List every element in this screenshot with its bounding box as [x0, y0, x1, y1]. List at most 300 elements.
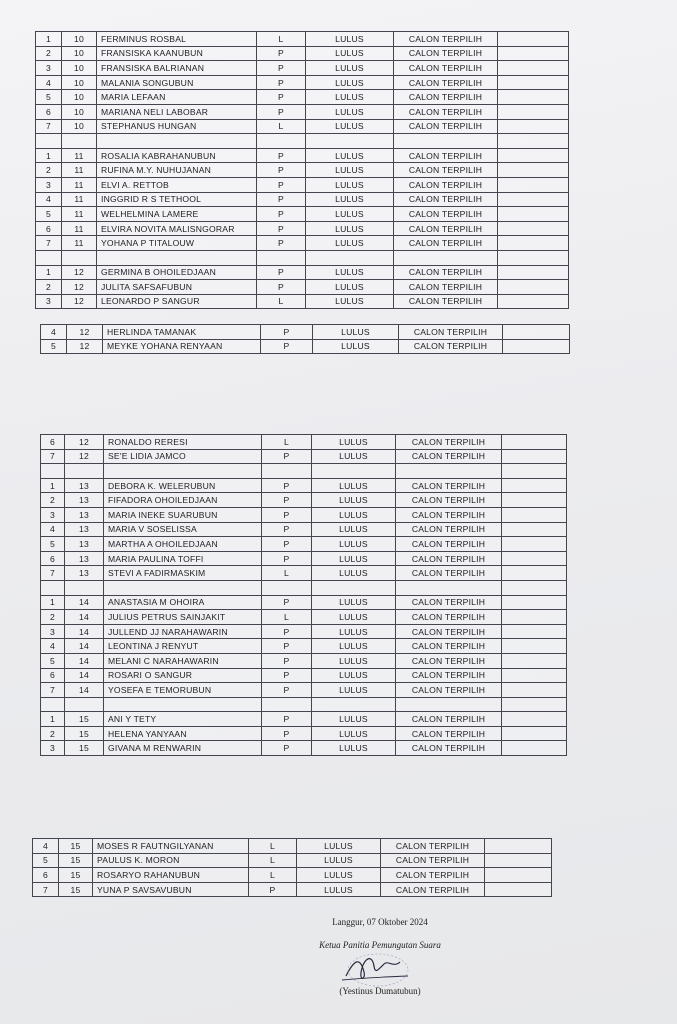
status: CALON TERPILIH: [394, 75, 498, 90]
status: CALON TERPILIH: [394, 104, 498, 119]
row-number: 3: [41, 507, 65, 522]
gender: P: [262, 507, 312, 522]
table-row: [41, 668, 567, 683]
table-row: [36, 119, 569, 134]
row-number: 4: [41, 325, 67, 340]
gender: P: [262, 668, 312, 683]
candidate-name: [97, 250, 257, 265]
row-number: 2: [41, 493, 65, 508]
gender: P: [257, 192, 306, 207]
class-number: 11: [62, 192, 97, 207]
gender: P: [257, 207, 306, 222]
candidate-name: JULIUS PETRUS SAINJAKIT: [104, 610, 262, 625]
result: LULUS: [312, 610, 396, 625]
row-number: [41, 697, 65, 712]
row-number: [41, 464, 65, 479]
status: CALON TERPILIH: [394, 148, 498, 163]
empty-cell: [498, 148, 569, 163]
empty-cell: [502, 478, 567, 493]
candidate-name: YOSEFA E TEMORUBUN: [104, 683, 262, 698]
table-row: [33, 868, 552, 883]
empty-cell: [502, 464, 567, 479]
row-number: 5: [36, 207, 62, 222]
status: CALON TERPILIH: [381, 853, 485, 868]
status: CALON TERPILIH: [394, 32, 498, 47]
status: CALON TERPILIH: [394, 192, 498, 207]
row-number: [36, 134, 62, 149]
table-row: [36, 236, 569, 251]
row-number: 5: [41, 653, 65, 668]
status: CALON TERPILIH: [396, 449, 502, 464]
candidate-name: MEYKE YOHANA RENYAAN: [103, 339, 261, 354]
table-row: [36, 177, 569, 192]
result: LULUS: [306, 90, 394, 105]
candidate-name: LEONARDO P SANGUR: [97, 294, 257, 309]
gender: L: [249, 868, 297, 883]
table-row: [36, 104, 569, 119]
class-number: 15: [65, 726, 104, 741]
empty-cell: [503, 325, 570, 340]
table-row: [41, 449, 567, 464]
blank-row: [41, 580, 567, 595]
candidate-name: GIVANA M RENWARIN: [104, 741, 262, 756]
table-row: [41, 595, 567, 610]
row-number: 7: [36, 236, 62, 251]
empty-cell: [498, 90, 569, 105]
row-number: 7: [41, 566, 65, 581]
candidate-name: INGGRID R S TETHOOL: [97, 192, 257, 207]
gender: L: [257, 32, 306, 47]
class-number: 15: [59, 839, 93, 854]
row-number: 2: [36, 163, 62, 178]
table-row: [36, 90, 569, 105]
result: LULUS: [312, 741, 396, 756]
class-number: 10: [62, 32, 97, 47]
table-row: [33, 839, 552, 854]
empty-cell: [502, 741, 567, 756]
empty-cell: [498, 104, 569, 119]
empty-cell: [498, 250, 569, 265]
row-number: 5: [41, 537, 65, 552]
result: LULUS: [306, 32, 394, 47]
class-number: 15: [65, 712, 104, 727]
gender: [262, 697, 312, 712]
empty-cell: [485, 853, 552, 868]
table-row: [41, 566, 567, 581]
table-row: [41, 478, 567, 493]
class-number: 12: [62, 265, 97, 280]
table-row: [41, 624, 567, 639]
result: LULUS: [306, 280, 394, 295]
row-number: 7: [36, 119, 62, 134]
result: LULUS: [313, 325, 399, 340]
candidate-name: ANI Y TETY: [104, 712, 262, 727]
candidate-name: LEONTINA J RENYUT: [104, 639, 262, 654]
class-number: 11: [62, 148, 97, 163]
status: CALON TERPILIH: [396, 653, 502, 668]
status: CALON TERPILIH: [396, 741, 502, 756]
empty-cell: [502, 507, 567, 522]
empty-cell: [502, 668, 567, 683]
gender: P: [261, 325, 313, 340]
candidate-name: MOSES R FAUTNGILYANAN: [93, 839, 249, 854]
status: CALON TERPILIH: [394, 265, 498, 280]
table-row: [41, 726, 567, 741]
status: CALON TERPILIH: [396, 551, 502, 566]
row-number: 7: [33, 882, 59, 897]
gender: [257, 134, 306, 149]
class-number: 12: [67, 325, 103, 340]
gender: P: [262, 551, 312, 566]
class-number: [65, 464, 104, 479]
table-row: [36, 265, 569, 280]
row-number: 4: [36, 75, 62, 90]
empty-cell: [498, 134, 569, 149]
class-number: 15: [59, 868, 93, 883]
row-number: 4: [41, 522, 65, 537]
result: LULUS: [312, 624, 396, 639]
status: CALON TERPILIH: [396, 610, 502, 625]
class-number: [65, 697, 104, 712]
result: LULUS: [306, 163, 394, 178]
blank-row: [36, 134, 569, 149]
result: LULUS: [312, 566, 396, 581]
candidate-name: MARIA V SOSELISSA: [104, 522, 262, 537]
status: CALON TERPILIH: [394, 294, 498, 309]
row-number: 5: [36, 90, 62, 105]
class-number: 12: [62, 280, 97, 295]
result: LULUS: [306, 119, 394, 134]
row-number: 4: [33, 839, 59, 854]
status: CALON TERPILIH: [396, 595, 502, 610]
result: [306, 250, 394, 265]
class-number: 15: [65, 741, 104, 756]
table-row: [36, 280, 569, 295]
gender: P: [262, 639, 312, 654]
class-number: 14: [65, 668, 104, 683]
candidate-name: ELVIRA NOVITA MALISNGORAR: [97, 221, 257, 236]
row-number: 7: [41, 683, 65, 698]
class-number: 14: [65, 639, 104, 654]
class-number: 13: [65, 522, 104, 537]
row-number: 6: [33, 868, 59, 883]
row-number: 6: [41, 668, 65, 683]
result: LULUS: [306, 75, 394, 90]
result: LULUS: [312, 435, 396, 450]
row-number: [41, 580, 65, 595]
result: [312, 580, 396, 595]
candidate-table-1: [35, 31, 569, 309]
table-row: [36, 148, 569, 163]
row-number: 2: [36, 280, 62, 295]
status: [394, 134, 498, 149]
empty-cell: [485, 882, 552, 897]
table-row: [41, 493, 567, 508]
gender: P: [257, 46, 306, 61]
table-row: [36, 294, 569, 309]
status: CALON TERPILIH: [381, 882, 485, 897]
gender: P: [257, 177, 306, 192]
class-number: 14: [65, 624, 104, 639]
gender: L: [262, 610, 312, 625]
candidate-name: MARTHA A OHOILEDJAAN: [104, 537, 262, 552]
result: LULUS: [297, 839, 381, 854]
empty-cell: [498, 265, 569, 280]
gender: P: [262, 653, 312, 668]
result: LULUS: [312, 668, 396, 683]
row-number: 7: [41, 449, 65, 464]
class-number: 10: [62, 75, 97, 90]
result: [312, 464, 396, 479]
result: LULUS: [312, 683, 396, 698]
result: LULUS: [312, 449, 396, 464]
row-number: [36, 250, 62, 265]
status: [396, 580, 502, 595]
class-number: 14: [65, 595, 104, 610]
class-number: 14: [65, 683, 104, 698]
table-row: [41, 325, 570, 340]
candidate-name: [104, 464, 262, 479]
status: CALON TERPILIH: [396, 522, 502, 537]
empty-cell: [498, 177, 569, 192]
candidate-name: MARIA INEKE SUARUBUN: [104, 507, 262, 522]
status: CALON TERPILIH: [396, 683, 502, 698]
status: CALON TERPILIH: [394, 163, 498, 178]
empty-cell: [498, 61, 569, 76]
gender: P: [262, 683, 312, 698]
result: LULUS: [306, 207, 394, 222]
candidate-name: WELHELMINA LAMERE: [97, 207, 257, 222]
status: CALON TERPILIH: [396, 435, 502, 450]
row-number: 4: [36, 192, 62, 207]
result: [306, 134, 394, 149]
gender: P: [262, 712, 312, 727]
status: CALON TERPILIH: [396, 493, 502, 508]
gender: P: [257, 61, 306, 76]
result: LULUS: [313, 339, 399, 354]
candidate-name: FRANSISKA BALRIANAN: [97, 61, 257, 76]
candidate-name: ELVI A. RETTOB: [97, 177, 257, 192]
status: CALON TERPILIH: [396, 537, 502, 552]
status: CALON TERPILIH: [396, 712, 502, 727]
status: CALON TERPILIH: [394, 119, 498, 134]
empty-cell: [502, 624, 567, 639]
result: LULUS: [312, 726, 396, 741]
gender: P: [257, 90, 306, 105]
candidate-name: [97, 134, 257, 149]
gender: L: [262, 435, 312, 450]
row-number: 3: [36, 294, 62, 309]
class-number: 14: [65, 610, 104, 625]
empty-cell: [502, 435, 567, 450]
table-row: [36, 32, 569, 47]
result: LULUS: [306, 104, 394, 119]
candidate-name: ROSARYO RAHANUBUN: [93, 868, 249, 883]
candidate-name: ROSALIA KABRAHANUBUN: [97, 148, 257, 163]
status: CALON TERPILIH: [394, 221, 498, 236]
result: LULUS: [306, 221, 394, 236]
table-row: [41, 712, 567, 727]
status: CALON TERPILIH: [399, 325, 503, 340]
status: CALON TERPILIH: [394, 46, 498, 61]
class-number: 10: [62, 119, 97, 134]
table-row: [41, 639, 567, 654]
empty-cell: [498, 163, 569, 178]
empty-cell: [502, 566, 567, 581]
result: LULUS: [312, 537, 396, 552]
status: CALON TERPILIH: [396, 668, 502, 683]
row-number: 6: [41, 551, 65, 566]
candidate-name: MARIANA NELI LABOBAR: [97, 104, 257, 119]
gender: [262, 464, 312, 479]
status: CALON TERPILIH: [399, 339, 503, 354]
empty-cell: [502, 726, 567, 741]
class-number: 10: [62, 104, 97, 119]
empty-cell: [485, 839, 552, 854]
gender: P: [257, 75, 306, 90]
status: [396, 697, 502, 712]
row-number: 6: [36, 221, 62, 236]
row-number: 1: [36, 32, 62, 47]
gender: [262, 580, 312, 595]
gender: P: [262, 478, 312, 493]
result: LULUS: [312, 595, 396, 610]
class-number: 11: [62, 221, 97, 236]
empty-cell: [498, 75, 569, 90]
empty-cell: [502, 639, 567, 654]
table-row: [36, 207, 569, 222]
class-number: 13: [65, 566, 104, 581]
candidate-name: MALANIA SONGUBUN: [97, 75, 257, 90]
table-row: [36, 61, 569, 76]
empty-cell: [498, 46, 569, 61]
table-row: [33, 882, 552, 897]
row-number: 3: [41, 624, 65, 639]
candidate-name: FRANSISKA KAANUBUN: [97, 46, 257, 61]
result: LULUS: [306, 177, 394, 192]
status: CALON TERPILIH: [394, 90, 498, 105]
class-number: 10: [62, 61, 97, 76]
class-number: 12: [67, 339, 103, 354]
result: LULUS: [297, 882, 381, 897]
empty-cell: [502, 580, 567, 595]
result: LULUS: [306, 236, 394, 251]
gender: L: [249, 839, 297, 854]
result: LULUS: [306, 192, 394, 207]
class-number: 12: [62, 294, 97, 309]
gender: P: [261, 339, 313, 354]
row-number: 5: [41, 339, 67, 354]
row-number: 2: [41, 726, 65, 741]
class-number: 12: [65, 449, 104, 464]
class-number: 10: [62, 46, 97, 61]
result: LULUS: [306, 294, 394, 309]
blank-row: [41, 697, 567, 712]
status: CALON TERPILIH: [396, 726, 502, 741]
class-number: [62, 250, 97, 265]
result: LULUS: [312, 507, 396, 522]
gender: [257, 250, 306, 265]
table-row: [36, 192, 569, 207]
empty-cell: [502, 683, 567, 698]
table-row: [41, 339, 570, 354]
empty-cell: [498, 32, 569, 47]
table-row: [41, 610, 567, 625]
row-number: 6: [36, 104, 62, 119]
class-number: 11: [62, 177, 97, 192]
candidate-name: YUNA P SAVSAVUBUN: [93, 882, 249, 897]
candidate-name: STEVI A FADIRMASKIM: [104, 566, 262, 581]
row-number: 3: [36, 61, 62, 76]
candidate-name: ANASTASIA M OHOIRA: [104, 595, 262, 610]
candidate-name: MARIA LEFAAN: [97, 90, 257, 105]
candidate-name: DEBORA K. WELERUBUN: [104, 478, 262, 493]
empty-cell: [498, 207, 569, 222]
result: LULUS: [312, 653, 396, 668]
candidate-name: FERMINUS ROSBAL: [97, 32, 257, 47]
result: LULUS: [312, 493, 396, 508]
empty-cell: [502, 610, 567, 625]
table-row: [41, 522, 567, 537]
gender: P: [262, 493, 312, 508]
row-number: 1: [41, 478, 65, 493]
candidate-name: MELANI C NARAHAWARIN: [104, 653, 262, 668]
table-row: [41, 551, 567, 566]
candidate-name: ROSARI O SANGUR: [104, 668, 262, 683]
status: [396, 464, 502, 479]
candidate-name: HERLINDA TAMANAK: [103, 325, 261, 340]
candidate-name: FIFADORA OHOILEDJAAN: [104, 493, 262, 508]
empty-cell: [502, 493, 567, 508]
table-row: [36, 46, 569, 61]
class-number: [65, 580, 104, 595]
gender: P: [262, 741, 312, 756]
class-number: 11: [62, 163, 97, 178]
candidate-name: YOHANA P TITALOUW: [97, 236, 257, 251]
gender: P: [262, 537, 312, 552]
gender: P: [257, 221, 306, 236]
blank-row: [36, 250, 569, 265]
candidate-name: SE'E LIDIA JAMCO: [104, 449, 262, 464]
row-number: 6: [41, 435, 65, 450]
row-number: 2: [36, 46, 62, 61]
candidate-name: MARIA PAULINA TOFFI: [104, 551, 262, 566]
empty-cell: [502, 551, 567, 566]
status: CALON TERPILIH: [396, 566, 502, 581]
gender: P: [257, 104, 306, 119]
result: LULUS: [312, 712, 396, 727]
empty-cell: [502, 653, 567, 668]
class-number: 14: [65, 653, 104, 668]
gender: P: [249, 882, 297, 897]
row-number: 1: [41, 595, 65, 610]
gender: P: [262, 595, 312, 610]
class-number: [62, 134, 97, 149]
result: LULUS: [306, 46, 394, 61]
candidate-table-4: [32, 838, 552, 897]
status: CALON TERPILIH: [394, 61, 498, 76]
table-row: [33, 853, 552, 868]
candidate-table-3: [40, 434, 567, 756]
table-row: [36, 221, 569, 236]
candidate-name: [104, 580, 262, 595]
candidate-name: STEPHANUS HUNGAN: [97, 119, 257, 134]
empty-cell: [502, 595, 567, 610]
gender: L: [262, 566, 312, 581]
empty-cell: [502, 712, 567, 727]
status: CALON TERPILIH: [396, 507, 502, 522]
status: CALON TERPILIH: [381, 839, 485, 854]
